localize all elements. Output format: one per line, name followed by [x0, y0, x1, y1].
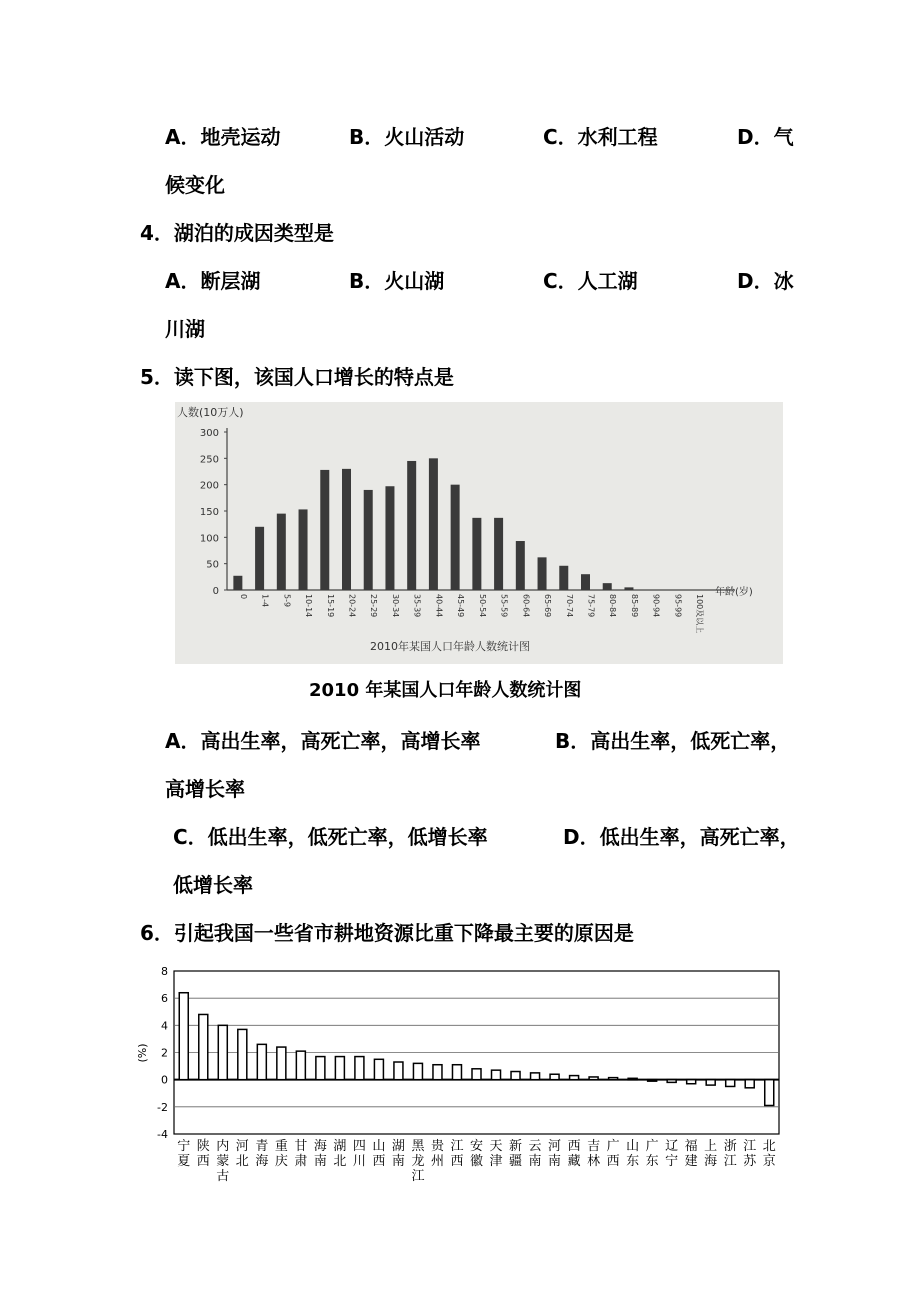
farmland-x-tick-label: 广西 [606, 1139, 620, 1169]
farmland-x-tick-label: 贵州 [430, 1139, 444, 1169]
farmland-y-tick-label: 4 [161, 1019, 168, 1033]
farmland-bar [726, 1080, 735, 1087]
q5-option-d: D．低出生率，高死亡率， [563, 825, 800, 849]
farmland-x-tick-label: 云南 [528, 1139, 542, 1169]
farmland-y-tick-label: 2 [161, 1046, 168, 1060]
farmland-x-tick-label: 新疆 [509, 1139, 523, 1169]
population-y-tick-label: 250 [199, 454, 219, 466]
q5-stem: 5．读下图，该国人口增长的特点是 [140, 365, 454, 389]
farmland-bar [765, 1080, 774, 1106]
farmland-x-tick-label: 山西 [372, 1139, 386, 1169]
farmland-bar [355, 1057, 364, 1080]
q3-option-a: A．地壳运动 [165, 125, 281, 149]
farmland-y-tick-label: 6 [161, 992, 168, 1006]
farmland-bar [257, 1044, 266, 1079]
q3-option-d-continuation: 候变化 [165, 173, 225, 197]
farmland-bar [667, 1080, 676, 1083]
farmland-x-tick-label: 黑龙江 [411, 1139, 425, 1184]
population-chart-xlabel: 年龄(岁) [715, 587, 753, 598]
farmland-bar [413, 1063, 422, 1079]
farmland-bar [570, 1076, 579, 1080]
farmland-bar [511, 1072, 520, 1080]
farmland-bar [277, 1047, 286, 1080]
farmland-bar [628, 1078, 637, 1080]
farmland-x-tick-label: 青海 [255, 1139, 269, 1169]
population-y-tick-label: 0 [212, 586, 219, 597]
farmland-x-tick-label: 河南 [548, 1139, 562, 1169]
farmland-x-tick-label: 海南 [313, 1139, 327, 1169]
farmland-y-tick-label: -4 [157, 1128, 168, 1141]
farmland-x-tick-label: 福建 [684, 1139, 698, 1169]
population-x-tick-label: 65-69 [543, 594, 553, 618]
population-x-tick-label: 95-99 [673, 594, 683, 618]
population-bar [581, 574, 590, 590]
q5-option-c: C．低出生率，低死亡率，低增长率 [173, 825, 488, 849]
population-bar [299, 509, 308, 590]
population-x-tick-label: 40-44 [434, 594, 444, 618]
population-x-tick-label: 75-79 [586, 594, 596, 618]
farmland-x-tick-label: 广东 [645, 1139, 659, 1169]
population-x-tick-label: 30-34 [390, 594, 400, 618]
q3-option-c: C．水利工程 [543, 125, 658, 149]
population-bar [385, 486, 394, 590]
population-bar [320, 470, 329, 590]
population-y-tick-label: 200 [199, 480, 219, 492]
farmland-x-tick-label: 西藏 [567, 1139, 581, 1169]
population-bar [255, 527, 264, 590]
q4-option-d-continuation: 川湖 [165, 317, 205, 341]
population-x-tick-label: 20-24 [347, 594, 357, 618]
population-x-tick-label: 55-59 [499, 594, 509, 618]
farmland-bar [316, 1057, 325, 1080]
population-x-tick-label: 15-19 [325, 594, 335, 618]
population-bar [603, 583, 612, 590]
population-x-tick-label: 60-64 [521, 594, 531, 618]
population-y-tick-label: 50 [206, 559, 219, 571]
population-x-tick-label: 50-54 [477, 594, 487, 618]
population-bar [407, 461, 416, 590]
farmland-x-tick-label: 重庆 [274, 1139, 288, 1169]
farmland-bar [179, 993, 188, 1080]
farmland-x-tick-label: 内蒙古 [216, 1139, 230, 1184]
q3-option-d: D．气 [737, 125, 794, 149]
population-x-tick-label: 1-4 [260, 594, 270, 608]
q5-option-d-continuation: 低增长率 [173, 873, 253, 897]
population-x-tick-label: 70-74 [564, 594, 574, 618]
q4-option-c: C．人工湖 [543, 269, 638, 293]
farmland-x-tick-label: 湖南 [391, 1139, 405, 1169]
farmland-x-tick-label: 浙江 [723, 1139, 737, 1169]
population-x-tick-label: 80-84 [608, 594, 618, 618]
population-bar [494, 518, 503, 590]
farmland-x-tick-label: 北京 [762, 1139, 776, 1169]
population-x-tick-label: 45-49 [456, 594, 466, 618]
population-bar [364, 490, 373, 590]
population-chart [175, 402, 783, 664]
q5-option-a: A．高出生率，高死亡率，高增长率 [165, 729, 481, 753]
population-chart-title: 2010年某国人口年龄人数统计图 [370, 640, 530, 653]
farmland-x-tick-label: 上海 [704, 1139, 718, 1169]
population-bar [277, 514, 286, 590]
farmland-bar [706, 1080, 715, 1085]
population-x-tick-label: 5-9 [282, 594, 292, 608]
farmland-bar [218, 1025, 227, 1079]
population-x-tick-label: 0 [238, 594, 248, 600]
q5-option-b: B．高出生率，低死亡率， [555, 729, 791, 753]
farmland-y-tick-label: -2 [157, 1100, 168, 1114]
farmland-bar [296, 1051, 305, 1080]
farmland-bar [687, 1080, 696, 1084]
population-x-tick-label: 85-89 [629, 594, 639, 618]
farmland-x-tick-label: 辽宁 [665, 1139, 679, 1169]
q4-option-a: A．断层湖 [165, 269, 261, 293]
farmland-y-tick-label: 0 [161, 1073, 168, 1087]
farmland-bar [472, 1069, 481, 1080]
population-bar [559, 566, 568, 590]
farmland-bar [745, 1080, 754, 1088]
farmland-bar [648, 1080, 657, 1082]
farmland-bar [335, 1057, 344, 1080]
farmland-y-tick-label: 8 [161, 965, 168, 978]
farmland-bar [433, 1065, 442, 1080]
population-bar [472, 518, 481, 590]
farmland-bar [589, 1077, 598, 1080]
farmland-bar [492, 1070, 501, 1080]
farmland-x-tick-label: 宁夏 [177, 1139, 191, 1169]
population-bar [538, 557, 547, 590]
population-x-tick-label: 25-29 [369, 594, 379, 618]
farmland-bar [531, 1073, 540, 1080]
population-bar [451, 485, 460, 590]
population-bar [233, 576, 242, 590]
farmland-bar [238, 1029, 247, 1079]
population-bar [624, 587, 633, 590]
q6-stem: 6．引起我国一些省市耕地资源比重下降最主要的原因是 [140, 921, 634, 945]
farmland-x-tick-label: 湖北 [333, 1139, 347, 1169]
population-bar [516, 541, 525, 590]
farmland-bar [374, 1059, 383, 1079]
farmland-x-tick-label: 山东 [626, 1139, 640, 1169]
farmland-bar [199, 1014, 208, 1079]
population-x-tick-label: 10-14 [304, 594, 314, 618]
farmland-bar [394, 1062, 403, 1080]
q4-stem: 4．湖泊的成因类型是 [140, 221, 334, 245]
farmland-y-label: (%) [136, 1043, 149, 1063]
population-bar [342, 469, 351, 590]
population-y-tick-label: 150 [199, 507, 219, 518]
farmland-x-tick-label: 甘肃 [294, 1139, 308, 1169]
farmland-x-tick-label: 江西 [450, 1139, 464, 1169]
q4-option-d: D．冰 [737, 269, 794, 293]
population-y-tick-label: 300 [199, 428, 219, 439]
q5-option-b-continuation: 高增长率 [165, 777, 245, 801]
population-x-tick-label: 90-94 [651, 594, 661, 618]
farmland-x-tick-label: 江苏 [743, 1139, 757, 1169]
population-y-tick-label: 100 [199, 533, 219, 545]
farmland-x-tick-label: 四川 [352, 1139, 366, 1169]
farmland-change-chart [128, 962, 788, 1192]
farmland-x-tick-label: 天津 [489, 1139, 503, 1169]
population-x-tick-label: 35-39 [412, 594, 422, 618]
farmland-x-tick-label: 陕西 [196, 1139, 210, 1169]
farmland-x-tick-label: 吉林 [587, 1139, 601, 1169]
farmland-bar [452, 1065, 461, 1080]
farmland-bar [550, 1074, 559, 1079]
population-chart-ylabel: 人数(10万人) [177, 406, 244, 419]
population-bar [429, 458, 438, 590]
farmland-bar [609, 1078, 618, 1080]
q3-option-b: B．火山活动 [349, 125, 465, 149]
population-x-tick-label: 100及以上 [695, 594, 705, 634]
farmland-change-chart-svg [128, 962, 788, 1192]
farmland-x-tick-label: 河北 [235, 1139, 249, 1169]
farmland-x-tick-label: 安徽 [469, 1139, 484, 1169]
population-chart-svg [175, 402, 783, 664]
q4-option-b: B．火山湖 [349, 269, 445, 293]
population-chart-caption: 2010 年某国人口年龄人数统计图 [309, 680, 582, 701]
